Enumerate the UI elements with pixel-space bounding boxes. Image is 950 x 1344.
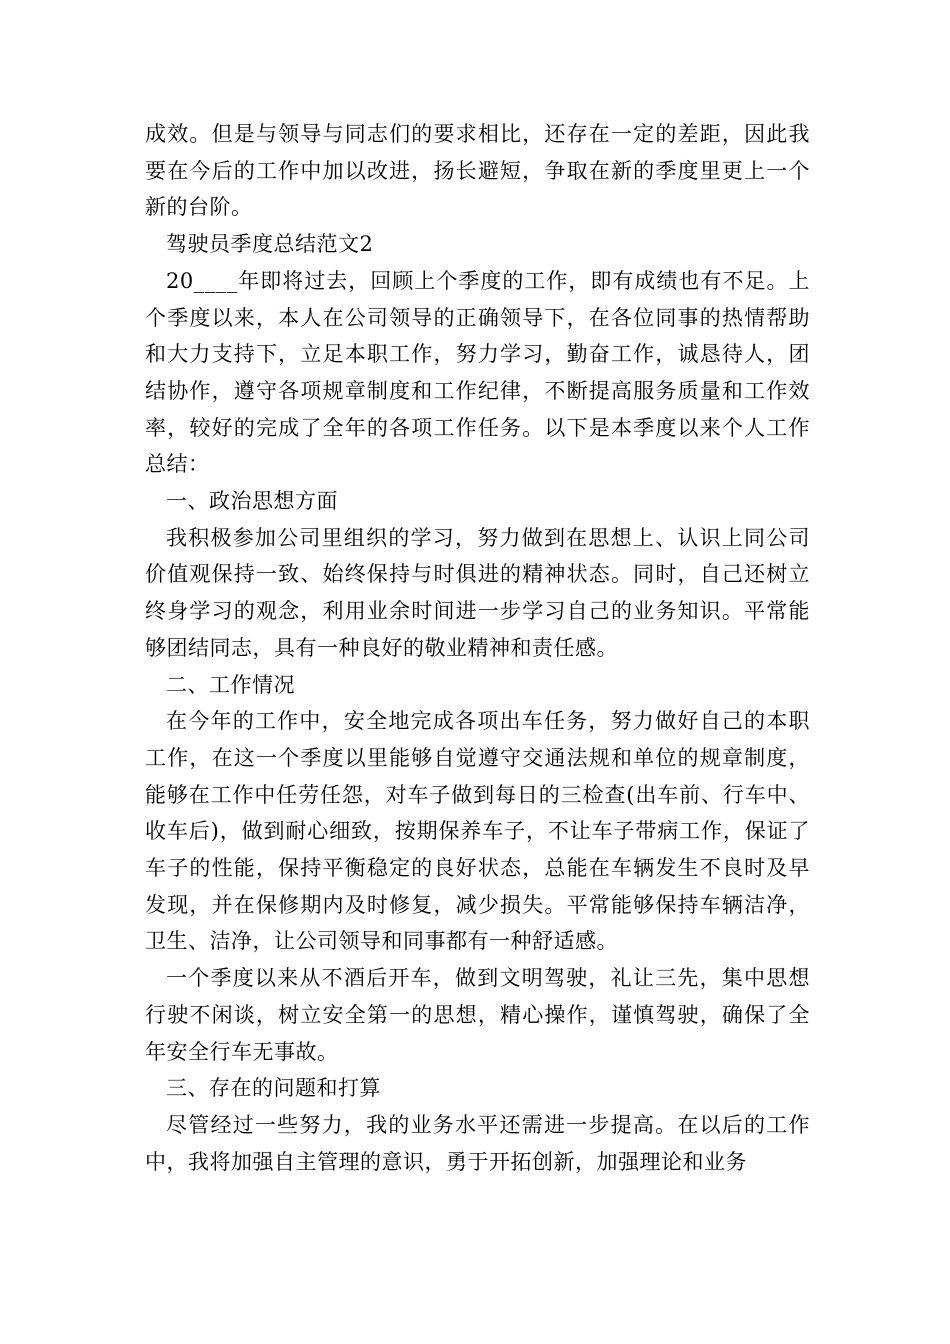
section-heading: 一、政治思想方面 — [166, 489, 338, 514]
section-heading: 二、工作情况 — [166, 672, 295, 697]
section-heading: 驾驶员季度总结范文2 — [166, 232, 374, 257]
body-paragraph: 我积极参加公司里组织的学习，努力做到在思想上、认识上同公司价值观保持一致、始终保持与时俱进的精神状态。同时，自己还树立终身学习的观念，利用业余时间进一步学习自己的业务知识。平常能够团结同志，具有一种良好的敬业精神和责任感。 — [145, 525, 810, 660]
body-paragraph: 一个季度以来从不酒后开车，做到文明驾驶，礼让三先，集中思想行驶不闲谈，树立安全第一的思想，精心操作，谨慎驾驶，确保了全年安全行车无事故。 — [145, 966, 810, 1064]
body-paragraph: 成效。但是与领导与同志们的要求相比，还存在一定的差距，因此我要在今后的工作中加以改进，扬长避短，争取在新的季度里更上一个新的台阶。 — [145, 122, 810, 220]
section-heading: 三、存在的问题和打算 — [166, 1076, 381, 1101]
body-paragraph: 在今年的工作中，安全地完成各项出车任务，努力做好自己的本职工作，在这一个季度以里能够自觉遵守交通法规和单位的规章制度，能够在工作中任劳任怨，对车子做到每日的三检查(出车前、行车中、收车后)，做到耐心细致，按期保养车子，不让车子带病工作，保证了车子的性能，保持平衡稳定的良好状态，总能在车辆发生不良时及早发现，并在保修期内及时修复，减少损失。平常能够保持车辆洁净，卫生、洁净，让公司领导和同事都有一种舒适感。 — [145, 709, 810, 954]
document-body — [145, 116, 810, 1180]
body-paragraph: 20____年即将过去，回顾上个季度的工作，即有成绩也有不足。上个季度以来，本人在公司领导的正确领导下，在各位同事的热情帮助和大力支持下，立足本职工作，努力学习，勤奋工作，诚恳待人，团结协作，遵守各项规章制度和工作纪律，不断提高服务质量和工作效率，较好的完成了全年的各项工作任务。以下是本季度以来个人工作总结： — [145, 268, 810, 477]
body-paragraph: 尽管经过一些努力，我的业务水平还需进一步提高。在以后的工作中，我将加强自主管理的意识，勇于开拓创新，加强理论和业务 — [145, 1112, 810, 1174]
